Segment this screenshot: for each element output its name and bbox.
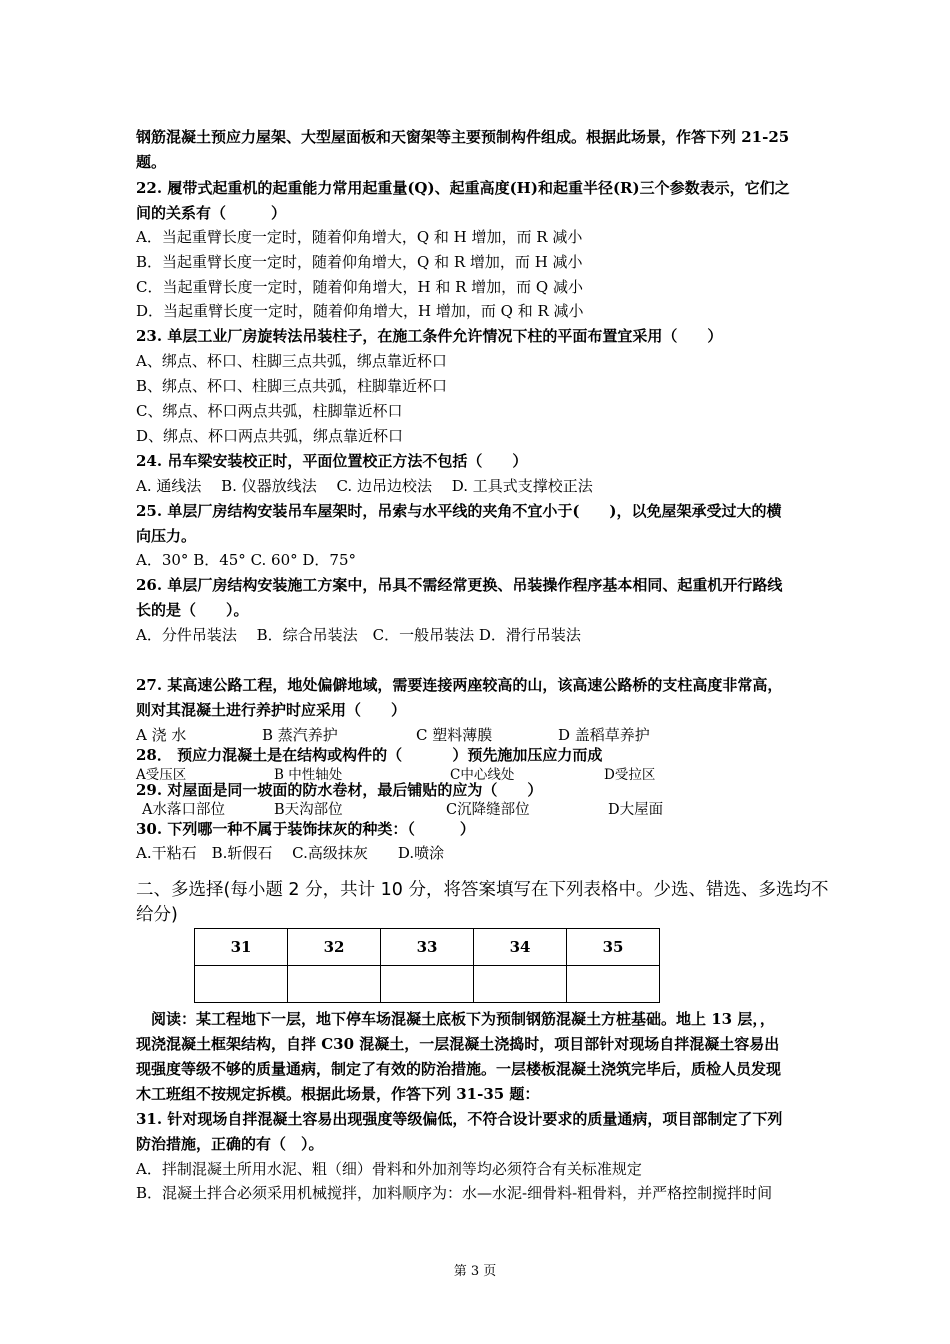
question-24: 24. 吊车梁安装校正时，平面位置校正方法不包括（ ） xyxy=(136,452,528,470)
option-line: B．当起重臂长度一定时，随着仰角增大，Q 和 R 增加，而 H 减小 xyxy=(136,253,583,271)
option-c: C沉降缝部位 xyxy=(446,802,530,818)
section-heading: 二、多选择(每小题 2 分，共计 10 分，将答案填写在下列表格中。少选、错选、多选均不 xyxy=(136,880,829,900)
text-line: 长的是（ ）。 xyxy=(136,601,249,619)
text-line: 间的关系有（ ） xyxy=(136,204,287,222)
question-22: 22. 履带式起重机的起重能力常用起重量(Q)、起重高度(H)和起重半径(R)三个参数表示，它们之 xyxy=(136,179,790,197)
option-b: B 中性轴处 xyxy=(274,767,343,783)
answer-cell[interactable] xyxy=(567,966,660,1003)
option-d: D 盖稻草养护 xyxy=(558,726,650,744)
table-header-cell: 32 xyxy=(288,929,381,966)
answer-cell[interactable] xyxy=(195,966,288,1003)
question-31: 31. 针对现场自拌混凝土容易出现强度等级偏低，不符合设计要求的质量通病，项目部制定了下列 xyxy=(136,1110,783,1128)
section-heading: 给分) xyxy=(136,905,178,925)
option-line: A．拌制混凝土所用水泥、粗（细）骨料和外加剂等均必须符合有关标准规定 xyxy=(136,1160,642,1178)
reading-passage: 阅读：某工程地下一层，地下停车场混凝土底板下为预制钢筋混凝土方桩基础。地上 13 层，， xyxy=(136,1010,775,1028)
option-line: A．分件吊装法 B．综合吊装法 C．一般吊装法 D．滑行吊装法 xyxy=(136,626,581,644)
text-line: 则对其混凝土进行养护时应采用（ ） xyxy=(136,701,407,719)
table-row xyxy=(195,929,660,966)
option-line: A、绑点、杯口、柱脚三点共弧，绑点靠近杯口 xyxy=(136,352,447,370)
text-line: 向压力。 xyxy=(136,527,197,545)
text-line: 现强度等级不够的质量通病，制定了有效的防治措施。一层楼板混凝土浇筑完毕后，质检人员发现 xyxy=(136,1060,782,1078)
question-27: 27. 某高速公路工程，地处偏僻地域，需要连接两座较高的山，该高速公路桥的支柱高度非常高， xyxy=(136,676,783,694)
option-line: A.干粘石 B.斩假石 C.高级抹灰 D.喷涂 xyxy=(136,844,445,862)
option-line: D．当起重臂长度一定时，随着仰角增大，H 增加，而 Q 和 R 减小 xyxy=(136,302,584,320)
text-line: 现浇混凝土框架结构，自拌 C30 混凝土，一层混凝土浇捣时，项目部针对现场自拌混凝土容易出 xyxy=(136,1035,780,1053)
question-29: 29. 对屋面是同一坡面的防水卷材，最后铺贴的应为（ ） xyxy=(136,781,543,799)
question-30: 30. 下列哪一种不属于装饰抹灰的种类：（ ） xyxy=(136,820,475,838)
option-line: B、绑点、杯口、柱脚三点共弧，柱脚靠近杯口 xyxy=(136,377,448,395)
option-b: B天沟部位 xyxy=(274,802,343,818)
option-line: A．当起重臂长度一定时，随着仰角增大，Q 和 H 增加，而 R 减小 xyxy=(136,228,583,246)
option-a: A 浇 水 xyxy=(136,726,187,744)
question-25: 25. 单层厂房结构安装吊车屋架时，吊索与水平线的夹角不宜小于( )，以免屋架承受过大的横 xyxy=(136,502,782,520)
table-row xyxy=(195,966,660,1003)
option-d: D大屋面 xyxy=(608,802,664,818)
option-d: D受拉区 xyxy=(604,767,656,783)
text-line: 钢筋混凝土预应力屋架、大型屋面板和天窗架等主要预制构件组成。根据此场景，作答下列 21-25 xyxy=(136,128,790,146)
table-header-cell: 33 xyxy=(381,929,474,966)
option-line: D、绑点、杯口两点共弧，绑点靠近杯口 xyxy=(136,427,404,445)
table-header-cell: 31 xyxy=(195,929,288,966)
text-line: 防治措施，正确的有（ ）。 xyxy=(136,1135,324,1153)
option-a: A水落口部位 xyxy=(142,802,225,818)
table-header-cell: 34 xyxy=(474,929,567,966)
answer-table xyxy=(194,928,660,1003)
answer-cell[interactable] xyxy=(288,966,381,1003)
text-line: 木工班组不按规定拆模。根据此场景，作答下列 31-35 题： xyxy=(136,1085,540,1103)
question-26: 26. 单层厂房结构安装施工方案中，吊具不需经常更换、吊装操作程序基本相同、起重机开行路线 xyxy=(136,576,783,594)
table-header-cell: 35 xyxy=(567,929,660,966)
option-c: C 塑料薄膜 xyxy=(416,726,493,744)
option-line: B．混凝土拌合必须采用机械搅拌，加料顺序为：水—水泥-细骨料-粗骨料，并严格控制搅拌时间 xyxy=(136,1184,773,1202)
page-number: 第 3 页 xyxy=(453,1264,497,1279)
question-23: 23. 单层工业厂房旋转法吊装柱子，在施工条件允许情况下柱的平面布置宜采用（ ） xyxy=(136,327,723,345)
option-b: B 蒸汽养护 xyxy=(262,726,338,744)
option-line: C、绑点、杯口两点共弧，柱脚靠近杯口 xyxy=(136,402,403,420)
text-line: 题。 xyxy=(136,153,167,171)
question-28: 28． 预应力混凝土是在结构或构件的（ ）预先施加压应力而成 xyxy=(136,746,603,764)
answer-cell[interactable] xyxy=(381,966,474,1003)
option-line: C．当起重臂长度一定时，随着仰角增大，H 和 R 增加，而 Q 减小 xyxy=(136,278,583,296)
option-a: A受压区 xyxy=(136,767,187,783)
option-line: A. 通线法 B. 仪器放线法 C. 边吊边校法 D. 工具式支撑校正法 xyxy=(136,477,593,495)
answer-cell[interactable] xyxy=(474,966,567,1003)
option-c: C中心线处 xyxy=(450,767,515,783)
option-line: A．30° B．45° C. 60° D．75° xyxy=(136,551,357,569)
